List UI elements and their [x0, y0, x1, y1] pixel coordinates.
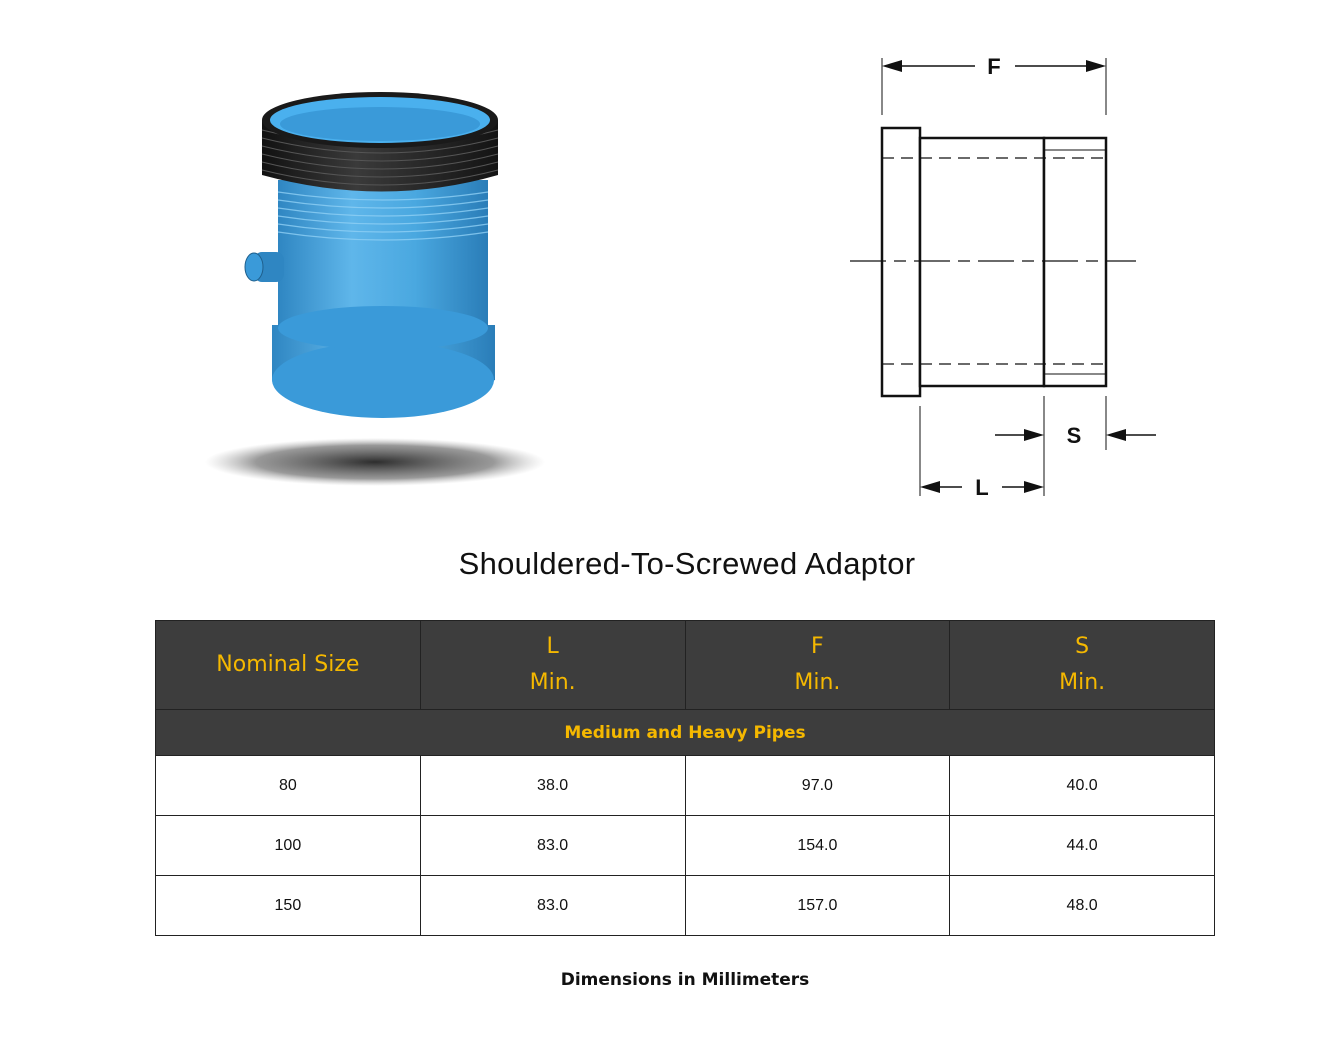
dimensions-table: [155, 620, 1215, 936]
table-header-row: [156, 621, 1215, 710]
cell-l: 38.0: [420, 756, 685, 816]
cell-f: 97.0: [685, 756, 950, 816]
dimension-label-f: F: [987, 54, 1001, 79]
header-label: F: [811, 634, 824, 659]
table-row: [156, 876, 1215, 936]
header-s: [950, 621, 1215, 710]
cell-nominal-size: 80: [156, 756, 421, 816]
dimension-drawing: [830, 40, 1170, 510]
header-sublabel: Min.: [1059, 670, 1106, 695]
cell-f: 154.0: [685, 816, 950, 876]
header-f: [685, 621, 950, 710]
header-nominal-size: [156, 621, 421, 710]
cell-l: 83.0: [420, 816, 685, 876]
cell-s: 40.0: [950, 756, 1215, 816]
group-label: Medium and Heavy Pipes: [156, 710, 1215, 756]
product-photo: [190, 80, 570, 500]
cell-l: 83.0: [420, 876, 685, 936]
cell-nominal-size: 100: [156, 816, 421, 876]
header-sublabel: Min.: [794, 670, 841, 695]
header-sublabel: Min.: [529, 670, 576, 695]
header-label: S: [1075, 634, 1090, 659]
header-label: L: [546, 634, 559, 659]
group-row: [156, 710, 1215, 756]
page-title: Shouldered-To-Screwed Adaptor: [458, 546, 916, 581]
table-row: [156, 816, 1215, 876]
cell-f: 157.0: [685, 876, 950, 936]
dimension-label-s: S: [1066, 423, 1082, 448]
header-label: Nominal Size: [216, 652, 360, 677]
header-l: [420, 621, 685, 710]
cell-s: 44.0: [950, 816, 1215, 876]
table-row: [156, 756, 1215, 816]
cell-s: 48.0: [950, 876, 1215, 936]
cell-nominal-size: 150: [156, 876, 421, 936]
units-note: Dimensions in Millimeters: [560, 970, 810, 990]
dimension-label-l: L: [975, 475, 989, 500]
